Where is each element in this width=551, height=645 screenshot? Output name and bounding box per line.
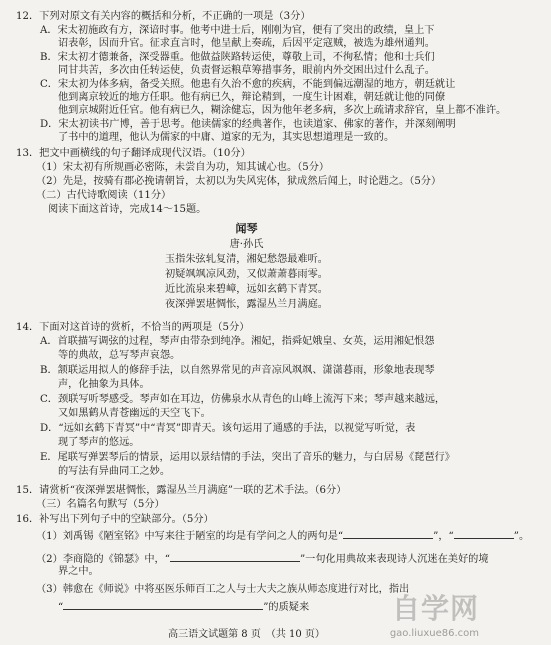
section-poetry-heading: （二）古代诗歌阅读（11分） xyxy=(36,190,172,201)
q12-option-c-line3: 他到京城附近任官。他有病已久，糊涂健忘，因为他年老多病，多次上疏请求辞官，皇上都不准许。 xyxy=(58,105,507,116)
q16-item-2-text-a: （2）李商隐的《锦瑟》中，“ xyxy=(36,554,170,565)
page-footer: 高三语文试题第 8 页 （共 10 页） xyxy=(168,629,325,640)
watermark-brand: 自学网 xyxy=(391,592,479,625)
q14-option-c-line2: 又如黑鹤从青苍幽远的天空飞下。 xyxy=(58,408,211,419)
q16-item-1 xyxy=(36,528,529,543)
q16-item-1-text-c: ”。 xyxy=(513,531,530,542)
q12-option-c-line2: 他到离京较近的地方任职。他有病已久，辩论精到，一度生计困难，朝廷就让他的同僚 xyxy=(58,92,446,103)
q16-item-2-text-b: ”一句化用典故来表现诗人沉迷在美好的境 xyxy=(299,554,489,565)
q16-blank-2[interactable] xyxy=(454,528,514,539)
q12-option-d-line1: D．宋太初读书广博，善于思考。他读儒家的经典著作，也读道家、佛家的著作，并深刻阐明 xyxy=(40,119,456,130)
q14-option-a-line2: 等的典故，总写琴声哀怨。 xyxy=(58,350,181,361)
q16-item-3-text-b: “ xyxy=(58,602,64,613)
poem-line-1: 玉指朱弦轧复清，湘妃愁怨最难听。 xyxy=(165,254,328,265)
q13-stem: 13．把文中画横线的句子翻译成现代汉语。（10分） xyxy=(16,148,251,159)
poetry-instruction: 阅读下面这首诗，完成14～15题。 xyxy=(48,204,207,215)
q13-sentence-1: （1）宋太初有所规画必密陈，未尝自为功，知其诚心也。（5分） xyxy=(36,162,330,173)
q14-option-e-line1: E．尾联写弹罢琴后的情景，运用以景结情的手法，突出了音乐的魅力，与白居易《琵琶行》 xyxy=(40,452,455,463)
q16-item-3-text-c: ”的质疑来 xyxy=(263,602,310,613)
q12-option-c-line1: C．宋太初为体多病，备受关照。他患有久治不愈的疾病，不能到偏远潮湿的地方，朝廷就让 xyxy=(40,79,456,90)
q12-stem: 12．下列对原文有关内容的概括和分析，不正确的一项是（3分） xyxy=(16,11,311,22)
q16-blank-4[interactable] xyxy=(63,599,263,610)
poem-line-4: 夜深弹罢堪惆怅，露湿丛兰月满庭。 xyxy=(165,299,328,310)
q14-option-a-line1: A．首联描写调弦的过程，琴声由带杂到纯净。湘妃，指舜妃娥皇、女英，运用湘妃恨怨 xyxy=(40,336,435,347)
q14-option-c-line1: C．颈联写听琴感受。琴声如在耳边，仿佛泉水从青色的山峰上流泻下来；琴声越来越远， xyxy=(40,394,446,405)
q16-item-3: （3）韩愈在《师说》中将巫医乐师百工之人与士大夫之族从师态度进行对比，指出 xyxy=(36,584,410,595)
q14-option-d-line2: 现了琴声的悠远。 xyxy=(58,437,140,448)
q16-item-2 xyxy=(36,551,529,566)
q14-stem: 14．下面对这首诗的赏析，不恰当的两项是（5分） xyxy=(16,322,250,333)
q12-option-b-line2: 同甘共苦，多次由任转运使，负责督运粮草筹措事务，眼前内外交困出过什么乱子。 xyxy=(58,65,435,76)
poem-line-3: 近比流泉来碧嶂，远如玄鹤下青冥。 xyxy=(165,284,328,295)
q12-option-a-line1: A．宋太初施政有方，深谙时事。他考中进士后，刚刚为官，便有了突出的政绩，皇上下 xyxy=(40,25,435,36)
q16-stem: 16．补写出下列句子中的空缺部分。（5分） xyxy=(16,514,214,525)
q16-item-1-text-a: （1）刘禹锡《陋室铭》中写来往于陋室的均是有学问之人的两句是“ xyxy=(36,531,344,542)
q12-option-a-line2: 诏表彰，因而升官。征求直言时，他呈献上奏疏，后因平定寇贼，被选为雄州通判。 xyxy=(58,38,435,49)
poem-line-2: 初疑飒飒凉风劲，又似萧萧暮雨零。 xyxy=(165,269,328,280)
q16-item-2-line2: 界之中。 xyxy=(58,566,99,577)
q16-blank-1[interactable] xyxy=(343,528,433,539)
q16-item-1-text-b: ”，“ xyxy=(433,531,454,542)
q14-option-b-line1: B．颔联运用拟人的修辞手法，以自然界常见的声音凉风飒飒、潇潇暮雨，形象地表现琴 xyxy=(40,365,435,376)
q14-option-e-line2: 的写法有异曲同工之妙。 xyxy=(58,466,171,477)
q12-option-d-line2: 了书中的道理，他认为儒家的中庸、道家的无为，其实思想道理是一致的。 xyxy=(58,132,395,143)
q16-blank-3[interactable] xyxy=(170,551,300,562)
watermark-url: gao.liuxue86.com xyxy=(389,628,479,639)
q13-sentence-2: （2）先是，按骑有郡必挽请朝旨，太初以为失风宪体，狱成然后闻上，时论韪之。（5分） xyxy=(36,176,442,187)
section-recitation-heading: （三）名篇名句默写（5分） xyxy=(36,499,165,510)
q15-stem: 15．请赏析“夜深弹罢堪惆怅，露湿丛兰月满庭”一联的艺术手法。（6分） xyxy=(16,485,347,496)
q14-option-b-line2: 声，化抽象为具体。 xyxy=(58,379,150,390)
poem-title: 闻琴 xyxy=(235,222,258,235)
watermark-logo xyxy=(337,592,487,641)
poem-author: 唐·孙氏 xyxy=(229,239,264,250)
q14-option-d-line1: D．“远如玄鹤下青冥”中“青冥”即青天。该句运用了通感的手法，以视觉写听觉，表 xyxy=(40,423,416,434)
q12-option-b-line1: B．宋太初才德兼备，深受器重。他做益陕路转运使，尊敬上司，不徇私情；他和士兵们 xyxy=(40,52,435,63)
